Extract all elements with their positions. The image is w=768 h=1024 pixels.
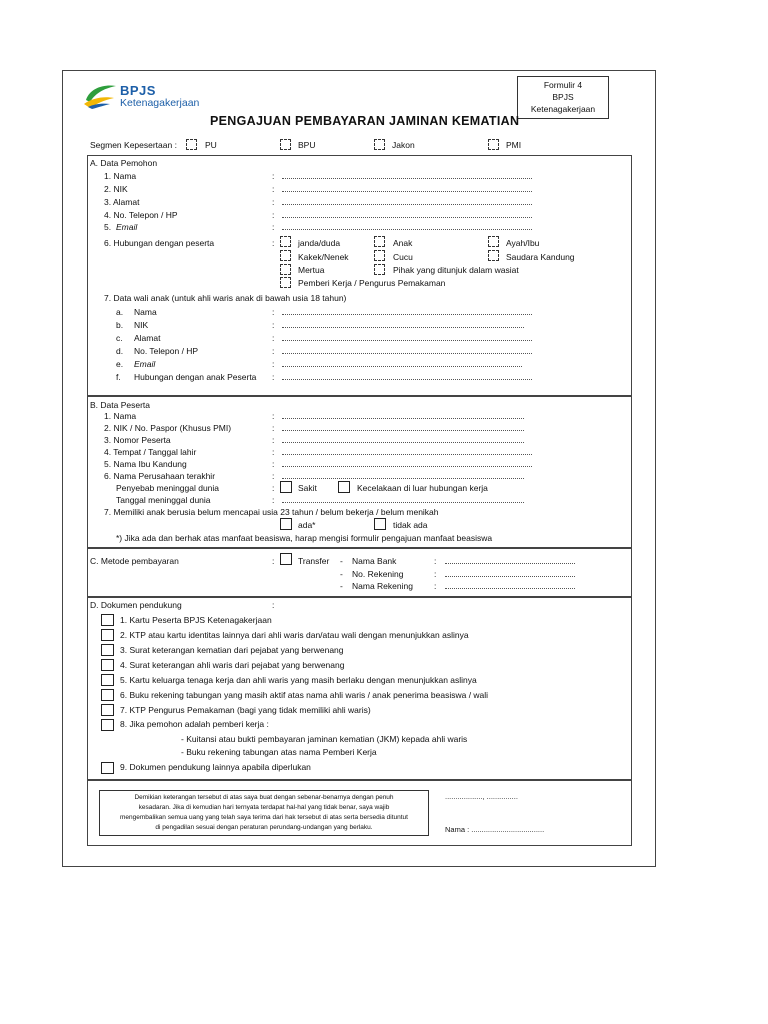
anak-ada-label: ada* bbox=[298, 520, 316, 530]
wali-nik-label: NIK bbox=[134, 320, 149, 330]
rel-ayah-ibu-label: Ayah/Ibu bbox=[506, 238, 540, 248]
doc-2-checkbox[interactable] bbox=[101, 629, 114, 641]
declaration-line: Demikian keterangan tersebut di atas saya buat dengan sebenar-benarnya dengan penuh bbox=[134, 794, 394, 801]
form-org-sub: Ketenagakerjaan bbox=[530, 104, 596, 114]
pemohon-alamat-field[interactable] bbox=[282, 199, 532, 205]
declaration-box bbox=[99, 790, 429, 836]
page-title: PENGAJUAN PEMBAYARAN JAMINAN KEMATIAN bbox=[210, 114, 520, 128]
doc-4-label: 4. Surat keterangan ahli waris dari pejabat yang berwenang bbox=[120, 660, 345, 670]
peserta-perusahaan-field[interactable] bbox=[282, 473, 524, 479]
rel-kakek-nenek-label: Kakek/Nenek bbox=[298, 252, 349, 262]
colon: : bbox=[272, 372, 275, 382]
section-c-title: C. Metode pembayaran bbox=[90, 556, 179, 566]
place-date-field[interactable]: .................., ............... bbox=[445, 792, 518, 801]
bpjs-logo-icon bbox=[82, 80, 118, 110]
colon: : bbox=[272, 184, 275, 194]
colon: : bbox=[272, 333, 275, 343]
segmen-pmi-label: PMI bbox=[506, 140, 522, 150]
rel-anak-label: Anak bbox=[393, 238, 413, 248]
colon: : bbox=[272, 171, 275, 181]
wali-alamat-field[interactable] bbox=[282, 335, 532, 341]
colon: : bbox=[272, 471, 275, 481]
rel-mertua-checkbox[interactable] bbox=[280, 264, 291, 275]
rel-saudara-kandung-label: Saudara Kandung bbox=[506, 252, 575, 262]
penyebab-sakit-label: Sakit bbox=[298, 483, 317, 493]
colon: : bbox=[272, 359, 275, 369]
declaration-line: kesadaran. Jika di kemudian hari ternyata terdapat hal-hal yang tidak benar, saya wajib bbox=[138, 804, 390, 811]
wali-letter: a. bbox=[116, 307, 124, 317]
beasiswa-note: *) Jika ada dan berhak atas manfaat beasiswa, harap mengisi formulir pengajuan manfaat beasiswa bbox=[116, 533, 493, 543]
colon: : bbox=[434, 581, 437, 591]
doc-7-checkbox[interactable] bbox=[101, 704, 114, 716]
colon: : bbox=[272, 411, 275, 421]
colon: : bbox=[272, 423, 275, 433]
penyebab-sakit-checkbox[interactable] bbox=[280, 481, 292, 493]
penyebab-kecelakaan-label: Kecelakaan di luar hubungan kerja bbox=[357, 483, 488, 493]
anak-tidak-ada-label: tidak ada bbox=[393, 520, 428, 530]
segmen-jakon-label: Jakon bbox=[392, 140, 415, 150]
wali-letter: d. bbox=[116, 346, 124, 356]
signature-name-field[interactable]: Nama : ................................... bbox=[445, 825, 545, 834]
pemohon-telepon-label: 4. No. Telepon / HP bbox=[104, 210, 178, 220]
rel-mertua-label: Mertua bbox=[298, 265, 325, 275]
doc-3-checkbox[interactable] bbox=[101, 644, 114, 656]
no-rekening-label: No. Rekening bbox=[352, 569, 404, 579]
wali-letter: e. bbox=[116, 359, 124, 369]
peserta-perusahaan-label: 6. Nama Perusahaan terakhir bbox=[104, 471, 216, 481]
wali-nik-field[interactable] bbox=[282, 322, 524, 328]
wali-letter: b. bbox=[116, 320, 124, 330]
peserta-ttl-field[interactable] bbox=[282, 449, 532, 455]
anak-tidak-ada-checkbox[interactable] bbox=[374, 518, 386, 530]
wali-nama-field[interactable] bbox=[282, 309, 532, 315]
colon: : bbox=[272, 210, 275, 220]
transfer-label: Transfer bbox=[298, 556, 330, 566]
pemohon-email-number: 5. bbox=[104, 222, 112, 232]
colon: : bbox=[272, 307, 275, 317]
rel-kakek-nenek-checkbox[interactable] bbox=[280, 250, 291, 261]
segmen-bpu-label: BPU bbox=[298, 140, 316, 150]
peserta-nama-label: 1. Nama bbox=[104, 411, 137, 421]
logo-brand: BPJS bbox=[120, 83, 156, 98]
segmen-jakon-checkbox[interactable] bbox=[374, 139, 385, 150]
wali-telepon-field[interactable] bbox=[282, 348, 532, 354]
colon: : bbox=[272, 320, 275, 330]
rel-pemberi-kerja-checkbox[interactable] bbox=[280, 277, 291, 288]
section-d-title: D. Dokumen pendukung bbox=[90, 600, 182, 610]
doc-8-sub-1: - Kuitansi atau bukti pembayaran jaminan kematian (JKM) kepada ahli waris bbox=[181, 734, 468, 744]
form-org: BPJS bbox=[552, 92, 574, 102]
peserta-ibu-field[interactable] bbox=[282, 461, 532, 467]
peserta-nik-label: 2. NIK / No. Paspor (Khusus PMI) bbox=[104, 423, 232, 433]
rel-pemberi-kerja-label: Pemberi Kerja / Pengurus Pemakaman bbox=[298, 278, 446, 288]
form-number: Formulir 4 bbox=[543, 80, 583, 90]
wali-nama-label: Nama bbox=[134, 307, 157, 317]
peserta-nik-field[interactable] bbox=[282, 425, 524, 431]
wali-letter: f. bbox=[116, 372, 121, 382]
no-rekening-field[interactable] bbox=[445, 571, 575, 577]
colon: : bbox=[272, 346, 275, 356]
pemohon-email-field[interactable] bbox=[282, 224, 532, 230]
peserta-ttl-label: 4. Tempat / Tanggal lahir bbox=[104, 447, 197, 457]
wali-title: 7. Data wali anak (untuk ahli waris anak di bawah usia 18 tahun) bbox=[104, 293, 347, 303]
colon: : bbox=[272, 222, 275, 232]
wali-hubungan-field[interactable] bbox=[282, 374, 532, 380]
doc-8-sub-2: - Buku rekening tabungan atas nama Pemberi Kerja bbox=[181, 747, 377, 757]
wali-alamat-label: Alamat bbox=[134, 333, 161, 343]
doc-6-checkbox[interactable] bbox=[101, 689, 114, 701]
bullet-dash: - bbox=[340, 569, 343, 579]
peserta-nama-field[interactable] bbox=[282, 413, 524, 419]
hubungan-label: 6. Hubungan dengan peserta bbox=[104, 238, 215, 248]
doc-9-checkbox[interactable] bbox=[101, 762, 114, 774]
section-a-title: A. Data Pemohon bbox=[90, 158, 158, 168]
colon: : bbox=[434, 556, 437, 566]
pemohon-telepon-field[interactable] bbox=[282, 212, 532, 218]
form-number-box bbox=[517, 76, 609, 119]
bullet-dash: - bbox=[340, 581, 343, 591]
segmen-pu-label: PU bbox=[205, 140, 217, 150]
segmen-pmi-checkbox[interactable] bbox=[488, 139, 499, 150]
logo-subtitle: Ketenagakerjaan bbox=[120, 97, 200, 109]
segmen-label: Segmen Kepesertaan : bbox=[90, 140, 177, 150]
nama-rekening-label: Nama Rekening bbox=[352, 581, 413, 591]
pemohon-nama-field[interactable] bbox=[282, 173, 532, 179]
doc-2-label: 2. KTP atau kartu identitas lainnya dari ahli waris dan/atau wali dengan menunjukkan aslinya bbox=[120, 630, 469, 640]
wali-email-label: Email bbox=[134, 359, 156, 369]
rel-anak-checkbox[interactable] bbox=[374, 236, 385, 247]
doc-4-checkbox[interactable] bbox=[101, 659, 114, 671]
colon: : bbox=[272, 600, 275, 610]
doc-8-checkbox[interactable] bbox=[101, 719, 114, 731]
peserta-nomor-label: 3. Nomor Peserta bbox=[104, 435, 171, 445]
rel-wasiat-checkbox[interactable] bbox=[374, 264, 385, 275]
anak-question: 7. Memiliki anak berusia belum mencapai usia 23 tahun / belum bekerja / belum menikah bbox=[104, 507, 439, 517]
anak-ada-checkbox[interactable] bbox=[280, 518, 292, 530]
peserta-nomor-field[interactable] bbox=[282, 437, 524, 443]
rel-janda-duda-checkbox[interactable] bbox=[280, 236, 291, 247]
doc-5-checkbox[interactable] bbox=[101, 674, 114, 686]
doc-1-label: 1. Kartu Peserta BPJS Ketenagakerjaan bbox=[120, 615, 272, 625]
segmen-bpu-checkbox[interactable] bbox=[280, 139, 291, 150]
colon: : bbox=[272, 435, 275, 445]
rel-wasiat-label: Pihak yang ditunjuk dalam wasiat bbox=[393, 265, 519, 275]
colon: : bbox=[272, 495, 275, 505]
wali-email-field[interactable] bbox=[282, 361, 522, 367]
nama-rekening-field[interactable] bbox=[445, 583, 575, 589]
declaration-line: di pengadilan sesuai dengan peraturan perundang-undangan yang berlaku. bbox=[155, 824, 373, 831]
doc-8-label: 8. Jika pemohon adalah pemberi kerja : bbox=[120, 719, 269, 729]
peserta-ibu-label: 5. Nama Ibu Kandung bbox=[104, 459, 187, 469]
bpjs-logo bbox=[82, 80, 242, 116]
transfer-checkbox[interactable] bbox=[280, 553, 292, 565]
doc-6-label: 6. Buku rekening tabungan yang masih aktif atas nama ahli waris / anak penerima beasiswa / wali bbox=[120, 690, 489, 700]
colon: : bbox=[272, 238, 275, 248]
colon: : bbox=[272, 459, 275, 469]
rel-cucu-label: Cucu bbox=[393, 252, 413, 262]
wali-letter: c. bbox=[116, 333, 123, 343]
rel-saudara-kandung-checkbox[interactable] bbox=[488, 250, 499, 261]
doc-3-label: 3. Surat keterangan kematian dari pejabat yang berwenang bbox=[120, 645, 344, 655]
doc-7-label: 7. KTP Pengurus Pemakaman (bagi yang tidak memiliki ahli waris) bbox=[120, 705, 371, 715]
tanggal-meninggal-label: Tanggal meninggal dunia bbox=[116, 495, 211, 505]
wali-hubungan-label: Hubungan dengan anak Peserta bbox=[134, 372, 257, 382]
pemohon-nik-field[interactable] bbox=[282, 186, 532, 192]
rel-cucu-checkbox[interactable] bbox=[374, 250, 385, 261]
nama-bank-field[interactable] bbox=[445, 558, 575, 564]
colon: : bbox=[272, 197, 275, 207]
pemohon-nama-label: 1. Nama bbox=[104, 171, 137, 181]
pemohon-email-label: Email bbox=[116, 222, 138, 232]
nama-bank-label: Nama Bank bbox=[352, 556, 397, 566]
pemohon-nik-label: 2. NIK bbox=[104, 184, 128, 194]
doc-5-label: 5. Kartu keluarga tenaga kerja dan ahli waris yang masih berlaku dengan menunjukkan aslinya bbox=[120, 675, 477, 685]
rel-ayah-ibu-checkbox[interactable] bbox=[488, 236, 499, 247]
colon: : bbox=[272, 556, 275, 566]
section-b-title: B. Data Peserta bbox=[90, 400, 151, 410]
segmen-pu-checkbox[interactable] bbox=[186, 139, 197, 150]
tanggal-meninggal-field[interactable] bbox=[282, 497, 524, 503]
bullet-dash: - bbox=[340, 556, 343, 566]
penyebab-kecelakaan-checkbox[interactable] bbox=[338, 481, 350, 493]
colon: : bbox=[272, 447, 275, 457]
declaration-line: mengembalikan semua uang yang telah saya terima dari hak tersebut di atas serta bersedia dituntut bbox=[120, 814, 408, 821]
penyebab-label: Penyebab meninggal dunia bbox=[116, 483, 220, 493]
doc-1-checkbox[interactable] bbox=[101, 614, 114, 626]
colon: : bbox=[434, 569, 437, 579]
colon: : bbox=[272, 483, 275, 493]
wali-telepon-label: No. Telepon / HP bbox=[134, 346, 199, 356]
rel-janda-duda-label: janda/duda bbox=[298, 238, 341, 248]
doc-9-label: 9. Dokumen pendukung lainnya apabila diperlukan bbox=[120, 762, 311, 772]
pemohon-alamat-label: 3. Alamat bbox=[104, 197, 140, 207]
